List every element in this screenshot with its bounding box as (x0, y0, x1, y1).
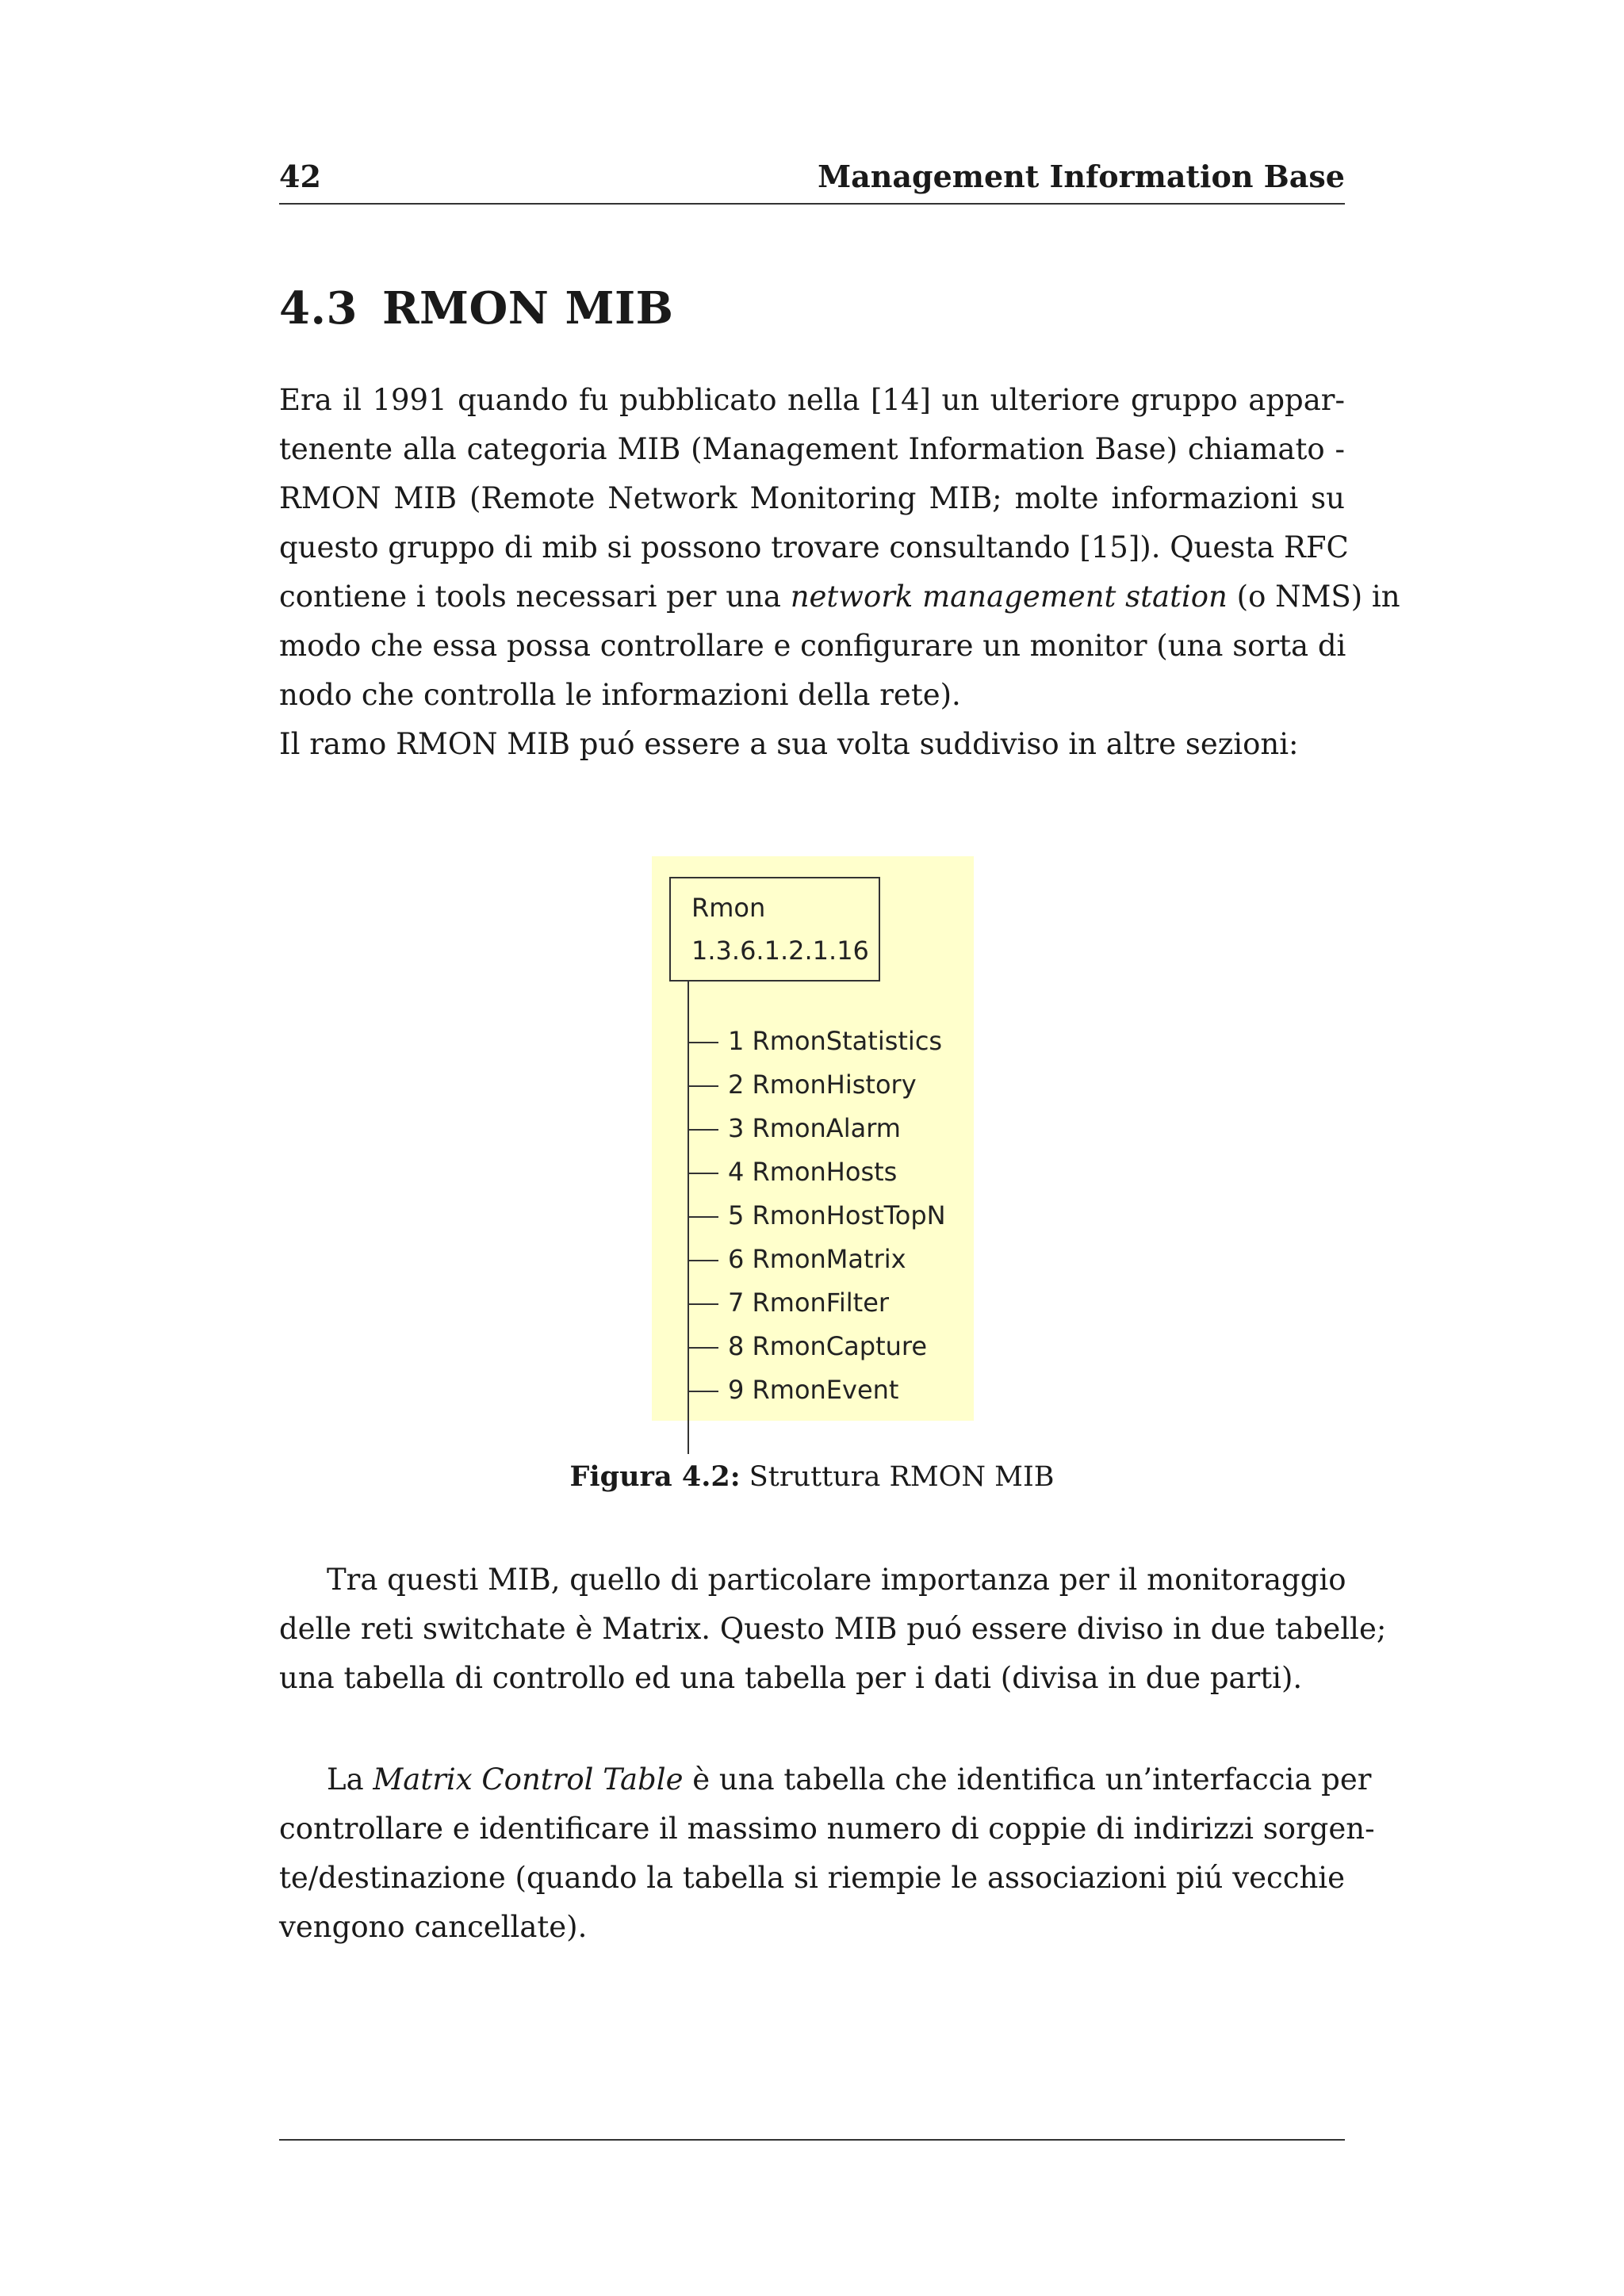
text-run: (o NMS) in (1227, 580, 1400, 614)
text-line (279, 572, 1400, 622)
branch-label: 8 RmonCapture (728, 1331, 928, 1361)
figure-caption (279, 1460, 1345, 1493)
branch-label: 7 RmonFilter (728, 1288, 890, 1318)
branch-connector-line (688, 1085, 718, 1087)
text-line: RMON MIB (Remote Network Monitoring MIB; molte informazioni su (279, 481, 1345, 515)
footer-rule (279, 2139, 1345, 2141)
root-node-oid: 1.3.6.1.2.1.16 (691, 936, 869, 966)
section-heading (279, 282, 674, 335)
caption-label: Figura 4.2: (569, 1460, 741, 1493)
branch-label: 3 RmonAlarm (728, 1113, 901, 1143)
root-node-box (669, 877, 880, 982)
paragraph-intro (279, 376, 1400, 769)
text-line: controllare e identificare il massimo numero di coppie di indirizzi sorgen- (279, 1812, 1375, 1846)
branch-label: 4 RmonHosts (728, 1157, 898, 1187)
branch-label: 2 RmonHistory (728, 1070, 917, 1100)
caption-text: Struttura RMON MIB (740, 1461, 1055, 1493)
text-line: Era il 1991 quando fu pubblicato nella [14] un ulteriore gruppo appar- (279, 383, 1345, 417)
emphasis-matrix-control-table: Matrix Control Table (373, 1762, 684, 1797)
running-title: Management Information Base (818, 159, 1345, 194)
section-number: 4.3 (279, 282, 358, 335)
text-run: La (327, 1762, 373, 1797)
root-node-name: Rmon (691, 893, 766, 923)
branch-connector-line (688, 1260, 718, 1261)
text-line (279, 1556, 1345, 1605)
section-title-text: RMON MIB (382, 282, 674, 335)
paragraph-control-table (279, 1755, 1375, 1952)
text-line: Il ramo RMON MIB puó essere a sua volta suddiviso in altre sezioni: (279, 727, 1299, 761)
branch-connector-line (688, 1216, 718, 1218)
text-line: una tabella di controllo ed una tabella per i dati (divisa in due parti). (279, 1661, 1303, 1695)
branch-connector-line (688, 1391, 718, 1392)
text-run: contiene i tools necessari per una (279, 580, 791, 614)
tree-trunk-line (688, 982, 689, 1454)
text-line: delle reti switchate è Matrix. Questo MIB puó essere diviso in due tabelle; (279, 1612, 1387, 1646)
branch-label: 9 RmonEvent (728, 1375, 899, 1405)
text-run: è una tabella che identifica un’interfaccia per (683, 1762, 1372, 1797)
branch-connector-line (688, 1042, 718, 1043)
text-line (279, 1755, 1372, 1804)
branch-connector-line (688, 1129, 718, 1131)
text-line: te/destinazione (quando la tabella si riempie le associazioni piú vecchie (279, 1861, 1345, 1895)
page-number: 42 (279, 159, 321, 194)
text-line: vengono cancellate). (279, 1910, 588, 1944)
branch-label: 1 RmonStatistics (728, 1026, 943, 1056)
text-line: modo che essa possa controllare e configurare un monitor (una sorta di (279, 629, 1346, 663)
branch-connector-line (688, 1347, 718, 1349)
branch-label: 5 RmonHostTopN (728, 1200, 946, 1230)
text-line: nodo che controlla le informazioni della rete). (279, 678, 961, 712)
branch-label: 6 RmonMatrix (728, 1244, 906, 1274)
running-header (279, 159, 1345, 205)
emphasis-nms: network management station (790, 580, 1228, 614)
branch-connector-line (688, 1303, 718, 1305)
text-run: Tra questi MIB, quello di particolare importanza per il monitoraggio (327, 1563, 1346, 1597)
paragraph-matrix (279, 1556, 1387, 1703)
text-line: questo gruppo di mib si possono trovare consultando [15]). Questa RFC (279, 530, 1349, 564)
text-line: tenente alla categoria MIB (Management Information Base) chiamato - (279, 432, 1345, 466)
rmon-tree-figure (652, 856, 974, 1421)
branch-connector-line (688, 1173, 718, 1174)
